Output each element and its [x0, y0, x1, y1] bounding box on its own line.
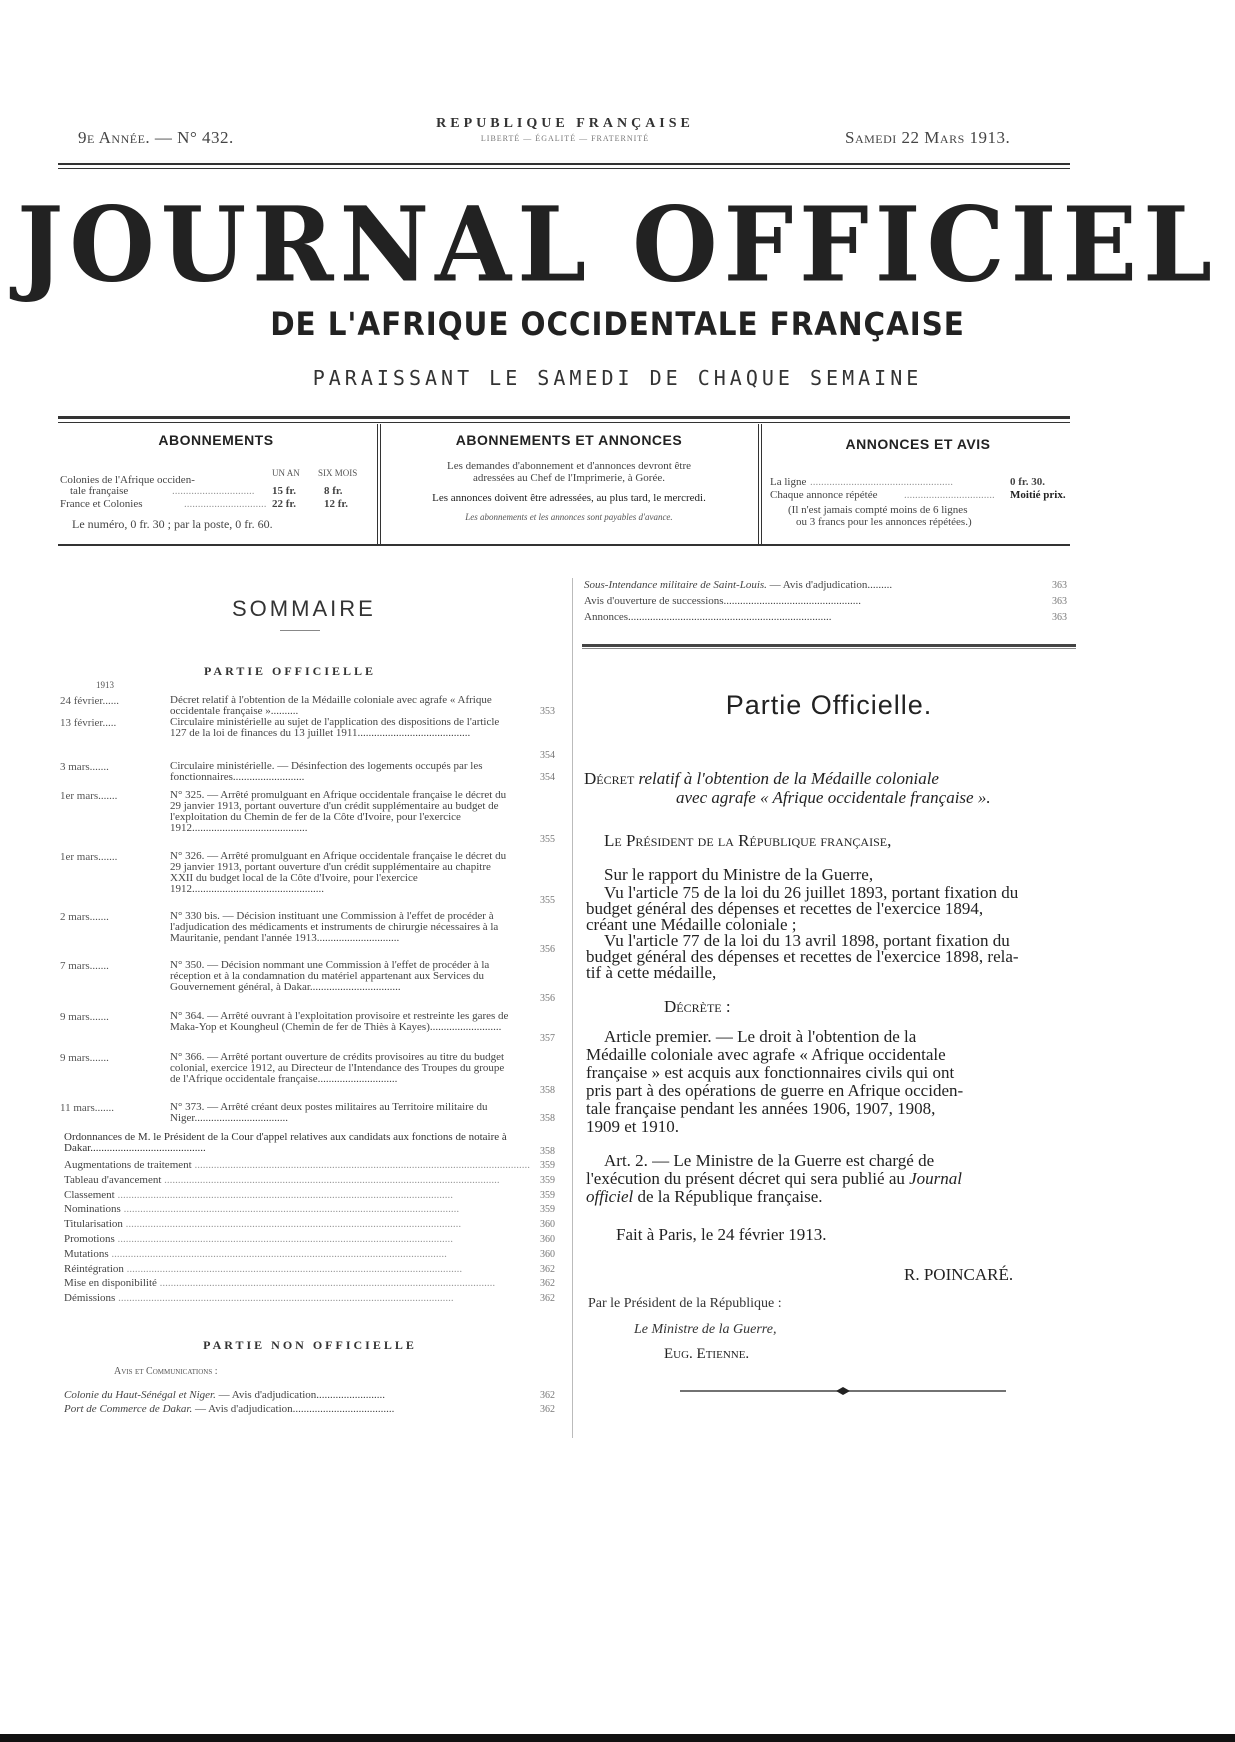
toc-simple-item — [64, 1160, 534, 1171]
toc-entry-page: 356 — [540, 944, 555, 955]
toc-entry-text: N° 364. — Arrêté ouvrant à l'exploitation provisoire et restreinte les gares de Maka-Yop et Koungheul (Chemin de fer de Thiès à Kayes).......................... — [170, 1010, 509, 1033]
toc-entry-text: Circulaire ministérielle au sujet de l'application des dispositions de l'article 127 de la loi de finances du 13 juillet 1911......................................... — [170, 716, 500, 739]
toc-simple-label: Mutations — [64, 1248, 109, 1260]
art1-f: 1909 et 1910. — [586, 1117, 680, 1136]
toc-simple-page: 359 — [540, 1160, 555, 1171]
republic-banner — [400, 116, 730, 143]
toc-entry-date: 2 mars....... — [60, 911, 109, 923]
toc-entry-text: N° 325. — Arrêté promulguant en Afrique occidentale française le décret du 29 janvier 1913, portant ouverture d'un crédit supplémentaire au budget de l'exploitation du Chemin de fer de la Côte d'Ivoire, pour l'exercice 1912.......................................... — [170, 789, 507, 834]
box-divider-2 — [758, 424, 759, 544]
sommaire-heading: SOMMAIRE — [232, 596, 376, 621]
toc-entry-page: 355 — [540, 895, 555, 906]
toc-nonoff-text: — Avis d'adjudication......................... — [215, 1390, 386, 1401]
art1-a: Article premier. — Le droit à l'obtention de la — [604, 1027, 917, 1046]
motto: LIBERTÉ — ÉGALITÉ — FRATERNITÉ — [480, 134, 650, 143]
toc-nonoff-page: 362 — [540, 1390, 555, 1401]
toc-entry-date: 3 mars....... — [60, 761, 109, 773]
toc-entry-text: N° 350. — Décision nommant une Commission à l'effet de procéder à la réception et à la condamnation du matériel appartenant aux Services du Gouvernement général, à Dakar................................. — [170, 959, 490, 993]
ligne-price: 0 fr. 30. — [1010, 476, 1046, 488]
header-rule — [58, 163, 1070, 165]
boxes-top-rule — [58, 416, 1070, 419]
decree-title — [584, 770, 1084, 788]
toc-simple-dots: .......................................................................................................................... — [161, 1174, 500, 1186]
row1-un-an: 15 fr. — [272, 485, 297, 497]
aa-line2: adressées au Chef de l'Imprimerie, à Gorée. — [473, 472, 665, 484]
toc-entry-text: N° 373. — Arrêté créant deux postes militaires au Territoire militaire du Niger.................................. — [170, 1101, 488, 1124]
art2-a: Art. 2. — Le Ministre de la Guerre est chargé de — [604, 1151, 935, 1170]
aa-line3: Les annonces doivent être adressées, au plus tard, le mercredi. — [432, 492, 706, 504]
toc-simple-dots: .......................................................................................................................... — [120, 1204, 460, 1216]
signature: R. POINCARÉ. — [904, 1265, 1014, 1284]
ligne-dots: .................................................... — [810, 476, 953, 488]
fait-line: Fait à Paris, le 24 février 1913. — [616, 1225, 827, 1244]
visa-2a: Vu l'article 75 de la loi du 26 juillet 1893, portant fixation du — [604, 883, 1019, 902]
visa-3a: Vu l'article 77 de la loi du 13 avril 1898, portant fixation du — [604, 931, 1010, 950]
right-rule-thin — [582, 648, 1076, 649]
visa-3c: tif à cette médaille, — [586, 963, 717, 982]
toc-entry-text: N° 366. — Arrêté portant ouverture de crédits provisoires au titre du budget colonial, exercice 1912, au Directeur de l'Intendance des Troupes du groupe de l'Afrique occidentale française............................. — [170, 1051, 505, 1085]
masthead-tagline: PARAISSANT LE SAMEDI DE CHAQUE SEMAINE — [312, 366, 923, 390]
repetee-dots: ................................. — [904, 489, 995, 501]
signataire: Eug. Etienne. — [664, 1346, 750, 1362]
visa-1: Sur le rapport du Ministre de la Guerre, — [604, 865, 874, 884]
column-divider — [572, 578, 573, 1438]
toc-entry-date: 13 février..... — [60, 717, 117, 729]
ligne-label: La ligne — [770, 476, 807, 488]
toc-simple-dots: .......................................................................................................................... — [191, 1160, 530, 1171]
col-un-an: UN AN — [272, 468, 300, 478]
toc-simple-page: 359 — [540, 1189, 555, 1201]
decree-title-b: avec agrafe « Afrique occidentale française ». — [676, 788, 991, 807]
av-note1: (Il n'est jamais compté moins de 6 lignes — [788, 504, 968, 516]
issue-number: 9e Année. — N° 432. — [78, 128, 234, 147]
row1-label-a: Colonies de l'Afrique occiden- — [60, 474, 195, 486]
toc-entry-page: 353 — [540, 706, 555, 717]
toc-right-item — [584, 612, 1024, 623]
toc-simple-item — [64, 1264, 534, 1275]
toc-entry-page: 358 — [540, 1085, 555, 1096]
toc-entry-text: Circulaire ministérielle. — Désinfection des logements occupés par les fonctionnaires.......................... — [170, 760, 483, 783]
sommaire-year: 1913 — [96, 680, 114, 690]
toc-simple-item — [64, 1249, 534, 1260]
toc-entry-date: 9 mars....... — [60, 1011, 109, 1023]
art2-b — [586, 1170, 962, 1188]
toc-simple-page: 360 — [540, 1248, 555, 1260]
box-abonnements-title: ABONNEMENTS — [158, 432, 274, 448]
partie-non-officielle-heading: PARTIE NON OFFICIELLE — [203, 1338, 417, 1352]
art1-e: tale française pendant les années 1906, 1907, 1908, — [586, 1099, 936, 1118]
toc-right-text: Annonces.......................................................................... — [584, 612, 832, 623]
row2-un-an: 22 fr. — [272, 498, 297, 510]
toc-simple-dots: .......................................................................................................................... — [156, 1278, 496, 1290]
box-av-title: ANNONCES ET AVIS — [845, 436, 991, 452]
toc-simple-dots: .......................................................................................................................... — [122, 1219, 462, 1231]
toc-entry-date: 1er mars....... — [60, 790, 118, 802]
ordonnances-entry: Ordonnances de M. le Président de la Cour d'appel relatives aux candidats aux fonctions de notaire à Dakar.......................................... — [64, 1131, 507, 1154]
toc-entry-text: N° 330 bis. — Décision instituant une Commission à l'effet de procéder à l'adjudication des médicaments et instruments de chirurgie nécessaires à la Mauritanie, pendant l'année 1913.............................. — [170, 910, 499, 944]
toc-simple-label: Augmentations de traitement — [64, 1160, 192, 1171]
toc-simple-item — [64, 1219, 534, 1230]
ornament-rule — [680, 1384, 1006, 1398]
toc-entry-page: 354 — [540, 772, 555, 783]
visa-2b: budget général des dépenses et recettes de l'exercice 1894, — [586, 899, 984, 918]
visa-3b: budget général des dépenses et recettes de l'exercice 1898, rela- — [586, 947, 1019, 966]
toc-right-item — [584, 596, 1024, 607]
toc-simple-dots: .......................................................................................................................... — [114, 1189, 453, 1201]
aa-line1: Les demandes d'abonnement et d'annonces devront être — [446, 460, 692, 472]
president-line: Le Président de la République française, — [604, 831, 892, 850]
toc-nonoff-place: Port de Commerce de Dakar. — [64, 1404, 193, 1415]
ministre-line: Le Ministre de la Guerre, — [634, 1322, 777, 1337]
row2-label: France et Colonies — [60, 498, 143, 510]
partie-officielle-title: Partie Officielle. — [725, 690, 933, 720]
toc-entry-page: 354 — [540, 750, 555, 761]
right-rule-thick — [582, 644, 1076, 647]
avis-heading: Avis et Communications : — [114, 1366, 218, 1377]
art2-b-italic: Journal — [909, 1169, 962, 1188]
toc-simple-dots: .......................................................................................................................... — [123, 1263, 463, 1275]
decree-label: Décret — [584, 769, 635, 788]
toc-simple-page: 360 — [540, 1234, 555, 1245]
art2-c-italic: officiel — [586, 1187, 634, 1206]
toc-nonoff-page: 362 — [540, 1404, 555, 1415]
republic-label: REPUBLIQUE FRANÇAISE — [436, 116, 694, 131]
toc-simple-label: Mise en disponibilité — [64, 1278, 157, 1290]
toc-entry-date: 1er mars....... — [60, 851, 118, 863]
toc-simple-item — [64, 1234, 534, 1245]
toc-entry-page: 356 — [540, 993, 555, 1004]
masthead-subtitle: DE L'AFRIQUE OCCIDENTALE FRANÇAISE — [270, 305, 965, 343]
row2-dots: .............................. — [184, 498, 267, 510]
toc-simple-dots: .......................................................................................................................... — [114, 1234, 453, 1245]
toc-simple-label: Démissions — [64, 1293, 116, 1305]
boxes-top-rule-thin — [58, 422, 1070, 423]
art1-b: Médaille coloniale avec agrafe « Afrique occidentale — [586, 1045, 946, 1064]
par-line: Par le Président de la République : — [588, 1296, 782, 1311]
toc-simple-item — [64, 1190, 534, 1201]
toc-entry-text: Décret relatif à l'obtention de la Médaille coloniale avec agrafe « Afrique occidentale française ».......... — [170, 694, 492, 717]
toc-simple-page: 359 — [540, 1204, 555, 1216]
toc-simple-item — [64, 1204, 534, 1215]
toc-nonoff-place: Colonie du Haut-Sénégal et Niger. — [64, 1390, 216, 1401]
col-six-mois: SIX MOIS — [318, 468, 358, 478]
art1-d: pris part à des opérations de guerre en Afrique occiden- — [586, 1081, 964, 1100]
row1-six-mois: 8 fr. — [324, 485, 343, 497]
toc-simple-page: 362 — [540, 1293, 555, 1305]
toc-entry-page: 357 — [540, 1033, 555, 1044]
toc-simple-dots: .......................................................................................................................... — [115, 1293, 454, 1305]
art2-c — [586, 1188, 823, 1206]
toc-simple-label: Classement — [64, 1189, 115, 1201]
toc-simple-label: Titularisation — [64, 1219, 123, 1231]
toc-simple-item — [64, 1278, 534, 1289]
row2-six-mois: 12 fr. — [324, 498, 349, 510]
toc-simple-label: Tableau d'avancement — [64, 1174, 162, 1186]
toc-entry-date: 7 mars....... — [60, 960, 109, 972]
toc-nonoff-item — [64, 1404, 534, 1415]
box-abonnements-annonces — [388, 432, 750, 523]
toc-simple-page: 362 — [540, 1278, 555, 1290]
box-divider-2b — [761, 424, 762, 544]
numero-price: Le numéro, 0 fr. 30 ; par la poste, 0 fr. 60. — [72, 517, 273, 531]
decree-title-a: relatif à l'obtention de la Médaille coloniale — [638, 769, 939, 788]
issue-date: Samedi 22 Mars 1913. — [845, 128, 1011, 147]
boxes-bottom-rule — [58, 544, 1070, 546]
toc-simple-page: 359 — [540, 1174, 555, 1186]
toc-right-page: 363 — [1052, 612, 1067, 623]
toc-entry-page: 355 — [540, 834, 555, 845]
toc-simple-item — [64, 1293, 534, 1304]
art2-b-text: l'exécution du présent décret qui sera publié au — [586, 1169, 905, 1188]
aa-line4: Les abonnements et les annonces sont payables d'avance. — [465, 512, 673, 522]
toc-entry-text: N° 326. — Arrêté promulguant en Afrique occidentale française le décret du 29 janvier 1913, portant ouverture d'un crédit supplémentaire au chapitre XXII du budget local de la Côte d'Ivoire, pour l'exercice 1912................................................ — [170, 850, 507, 895]
masthead-title: JOURNAL OFFICIEL — [16, 185, 1219, 306]
row1-label-b: tale française — [70, 485, 129, 497]
toc-simple-label: Nominations — [64, 1204, 121, 1216]
partie-officielle-heading: PARTIE OFFICIELLE — [203, 664, 377, 678]
box-divider-1 — [377, 424, 378, 544]
box-divider-1b — [380, 424, 381, 544]
toc-simple-label: Promotions — [64, 1234, 115, 1245]
repetee-price: Moitié prix. — [1010, 489, 1066, 501]
repetee-label: Chaque annonce répétée — [770, 489, 878, 501]
box-aa-title: ABONNEMENTS ET ANNONCES — [455, 432, 683, 448]
toc-simple-dots: .......................................................................................................................... — [108, 1248, 447, 1260]
av-note2: ou 3 francs pour les annonces répétées.) — [796, 516, 972, 528]
toc-entry-date: 24 février...... — [60, 695, 119, 707]
toc-entry-page: 358 — [540, 1113, 555, 1124]
toc-simple-page: 360 — [540, 1219, 555, 1231]
bottom-edge — [0, 1734, 1235, 1742]
toc-simple-label: Réintégration — [64, 1263, 124, 1275]
toc-right-item — [584, 580, 1024, 591]
sommaire-underline — [280, 630, 320, 631]
row1-dots: .............................. — [172, 485, 255, 497]
toc-nonoff-text: — Avis d'adjudication..................................... — [192, 1404, 395, 1415]
visa-2c: créant une Médaille coloniale ; — [586, 915, 797, 934]
header-rule-thin — [58, 168, 1070, 169]
toc-right-text: Avis d'ouverture de successions.................................................. — [584, 596, 862, 607]
toc-simple-page: 362 — [540, 1263, 555, 1275]
art2-c-text: de la République française. — [637, 1187, 823, 1206]
toc-entry-date: 11 mars....... — [60, 1102, 114, 1114]
toc-nonoff-item — [64, 1390, 534, 1401]
toc-right-page: 363 — [1052, 596, 1067, 607]
decrete-line: Décrète : — [664, 997, 731, 1016]
box-annonces-avis — [768, 436, 1068, 528]
toc-simple-item — [64, 1175, 534, 1186]
ordonnances-page: 358 — [540, 1146, 555, 1157]
toc-right-page: 363 — [1052, 580, 1067, 591]
toc-right-text: — Avis d'adjudication......... — [766, 580, 893, 591]
box-abonnements — [60, 432, 372, 531]
art1-c: française » est acquis aux fonctionnaires civils qui ont — [586, 1063, 955, 1082]
toc-entry-date: 9 mars....... — [60, 1052, 109, 1064]
toc-right-place: Sous-Intendance militaire de Saint-Louis. — [584, 580, 767, 591]
